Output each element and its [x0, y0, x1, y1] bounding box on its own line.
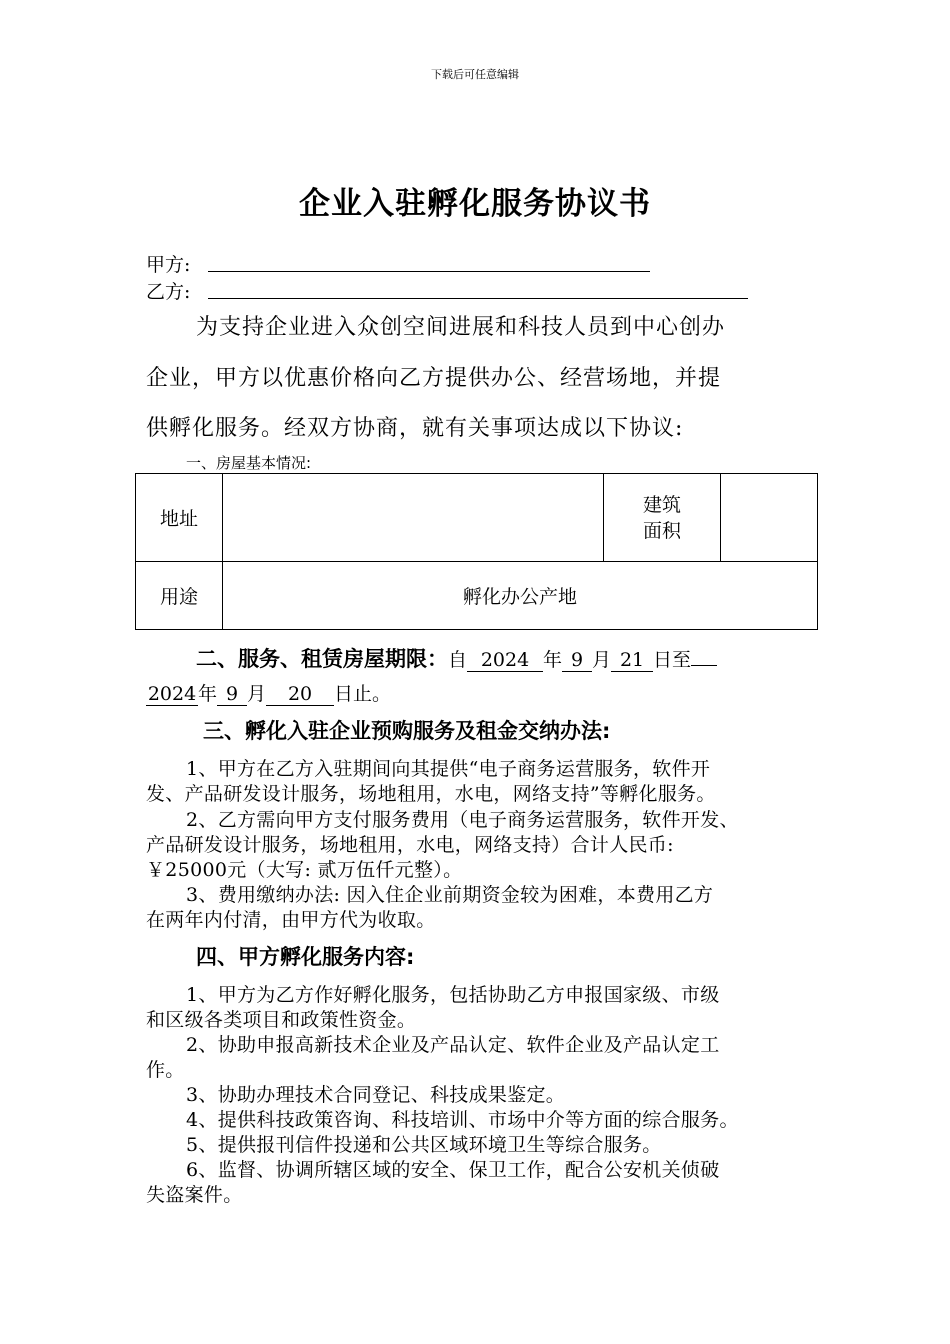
intro-line-2: 企业，甲方以优惠价格向乙方提供办公、经营场地，并提 — [146, 366, 722, 391]
term-to: 日至 — [653, 649, 692, 671]
section2-line-1 — [196, 643, 717, 673]
usage-label: 用途 — [136, 562, 223, 630]
property-info-table — [135, 473, 818, 630]
section4-heading: 四、甲方孵化服务内容: — [196, 945, 415, 969]
party-a-blank-line — [208, 271, 650, 272]
section3-line-2: 发、产品研发设计服务，场地租用，水电，网络支持”等孵化服务。 — [146, 783, 716, 805]
section3-line-5: ￥25000元（大写: 贰万伍仟元整）。 — [146, 859, 463, 881]
party-a-label: 甲方: — [146, 254, 191, 276]
section3-line-6: 3、费用缴纳办法: 因入住企业前期资金较为困难，本费用乙方 — [186, 884, 714, 906]
section1-heading: 一、房屋基本情况: — [186, 454, 312, 472]
header-note: 下载后可任意编辑 — [431, 68, 519, 81]
party-a-row — [146, 250, 190, 277]
area-label-line2: 面积 — [642, 519, 681, 542]
term-to-blank — [691, 665, 717, 666]
address-value — [223, 474, 604, 562]
address-label: 地址 — [136, 474, 223, 562]
section4-line-8: 6、监督、协调所辖区域的安全、保卫工作，配合公安机关侦破 — [186, 1159, 720, 1181]
month-char: 月 — [592, 649, 612, 671]
end-year: 2024 — [147, 683, 197, 705]
section4-line-6: 4、提供科技政策咨询、科技培训、市场中介等方面的综合服务。 — [186, 1109, 739, 1131]
year-char: 年 — [543, 649, 563, 671]
section3-heading: 三、孵化入驻企业预购服务及租金交纳办法: — [203, 719, 611, 743]
end-day: 20 — [266, 683, 334, 706]
term-from: 自 — [448, 649, 468, 671]
section3-line-4: 产品研发设计服务，场地租用，水电，网络支持）合计人民币: — [146, 834, 674, 856]
section4-line-5: 3、协助办理技术合同登记、科技成果鉴定。 — [186, 1084, 566, 1106]
section4-line-1: 1、甲方为乙方作好孵化服务，包括协助乙方申报国家级、市级 — [186, 984, 720, 1006]
section2-heading: 二、服务、租赁房屋期限： — [196, 647, 448, 671]
table-row — [136, 474, 818, 562]
party-b-blank-line — [208, 298, 748, 299]
document-title: 企业入驻孵化服务协议书 — [299, 186, 651, 222]
end-month-char: 月 — [247, 683, 267, 705]
section4-line-9: 失盗案件。 — [146, 1184, 243, 1206]
section4-line-7: 5、提供报刊信件投递和公共区域环境卫生等综合服务。 — [186, 1134, 662, 1156]
area-value — [721, 474, 818, 562]
intro-line-1: 为支持企业进入众创空间进展和科技人员到中心创办 — [196, 315, 726, 340]
table-row — [136, 562, 818, 630]
end-month: 9 — [217, 683, 247, 706]
party-b-row — [146, 277, 190, 304]
start-year: 2024 — [467, 649, 543, 672]
end-year-char: 年 — [198, 683, 218, 705]
intro-line-3: 供孵化服务。经双方协商，就有关事项达成以下协议: — [146, 416, 684, 441]
term-end: 日止。 — [334, 683, 392, 705]
section2-line-2 — [146, 679, 391, 706]
party-b-label: 乙方: — [146, 281, 191, 303]
section3-line-1: 1、甲方在乙方入驻期间向其提供“电子商务运营服务，软件开 — [186, 758, 711, 780]
area-label — [604, 474, 721, 562]
section4-line-2: 和区级各类项目和政策性资金。 — [146, 1009, 417, 1031]
section3-line-3: 2、乙方需向甲方支付服务费用（电子商务运营服务，软件开发、 — [186, 809, 739, 831]
section4-line-3: 2、协助申报高新技术企业及产品认定、软件企业及产品认定工 — [186, 1034, 720, 1056]
usage-value: 孵化办公产地 — [223, 562, 818, 630]
section3-line-7: 在两年内付清，由甲方代为收取。 — [146, 909, 436, 931]
area-label-line1: 建筑 — [642, 493, 681, 516]
section4-line-4: 作。 — [146, 1059, 185, 1081]
start-day: 21 — [611, 649, 653, 672]
start-month: 9 — [562, 649, 592, 672]
